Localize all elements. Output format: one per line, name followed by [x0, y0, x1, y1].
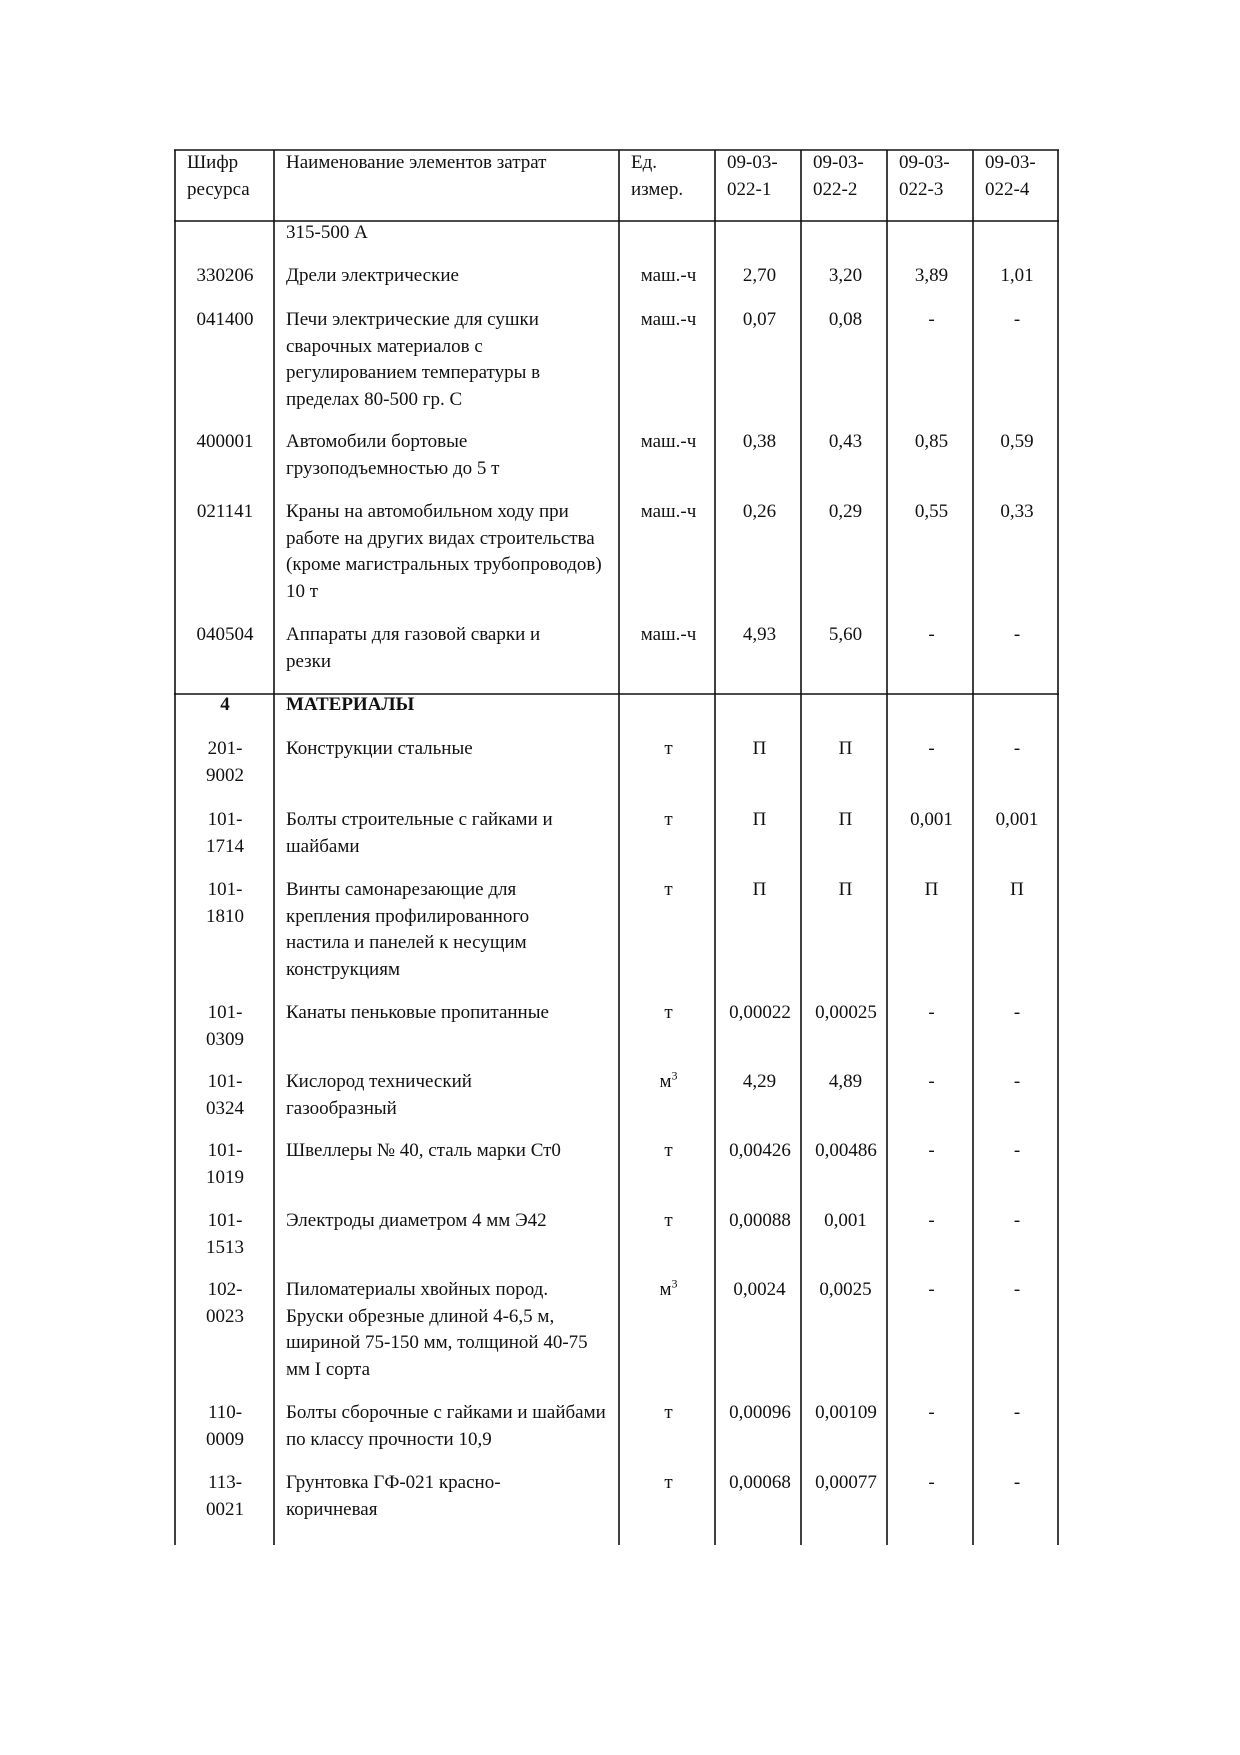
- row-value-3: -: [928, 1140, 935, 1161]
- row-value-3: -: [928, 1402, 935, 1423]
- row-name: Пиломатериалы хвойных пород. Бруски обрезные длиной 4-6,5 м, шириной 75-150 мм, толщиной 40-75 мм I сорта: [286, 1279, 588, 1380]
- row-value-3: 0,85: [914, 431, 949, 452]
- row-code: 101-0324: [206, 1071, 244, 1119]
- row-value-4: 0,33: [1000, 501, 1034, 522]
- row-value-4: -: [1013, 309, 1021, 330]
- row-value-2: 0,001: [824, 1210, 867, 1231]
- row-value-3: -: [928, 1071, 935, 1092]
- header-name: Наименование элементов затрат: [286, 152, 547, 173]
- row-code: 400001: [196, 431, 254, 452]
- row-value-2: 0,00077: [815, 1472, 877, 1493]
- row-value-1: 0,07: [742, 309, 777, 330]
- row-name: Автомобили бортовые грузоподъемностью до 5 т: [286, 431, 500, 479]
- row-unit: т: [664, 1402, 673, 1423]
- row-value-4: -: [1013, 1071, 1021, 1092]
- row-value-4: 1,01: [1000, 265, 1034, 286]
- row-value-2: 0,29: [828, 501, 863, 522]
- row-code: 330206: [196, 265, 254, 286]
- row-code: 040504: [196, 624, 254, 645]
- row-name: Кислород технический газообразный: [286, 1071, 472, 1119]
- row-value-2: 3,20: [828, 265, 863, 286]
- header-col-3: 09-03- 022-3: [899, 152, 950, 200]
- row-code: 102-0023: [206, 1279, 244, 1327]
- row-value-4: -: [1013, 1210, 1021, 1231]
- row-name: Аппараты для газовой сварки и резки: [286, 624, 541, 672]
- section-number: 4: [220, 694, 230, 715]
- row-value-1: 0,00426: [729, 1140, 791, 1161]
- row-unit: т: [664, 1002, 673, 1023]
- unit-m3: $м^3$: [659, 1068, 678, 1092]
- row-name: Болты сборочные с гайками и шайбами по классу прочности 10,9: [286, 1402, 606, 1450]
- row-value-3: П: [924, 879, 939, 900]
- row-value-1: 0,00096: [729, 1402, 791, 1423]
- row-value-3: -: [928, 1279, 935, 1300]
- row-value-4: -: [1013, 1472, 1021, 1493]
- row-value-3: 3,89: [914, 265, 949, 286]
- row-code: 101-1019: [206, 1140, 244, 1188]
- row-value-3: -: [928, 624, 935, 645]
- row-value-3: 0,55: [914, 501, 949, 522]
- row-name: Конструкции стальные: [286, 738, 473, 759]
- row-code: 101-1513: [206, 1210, 244, 1258]
- row-name: Электроды диаметром 4 мм Э42: [286, 1210, 547, 1231]
- row-unit: маш.-ч: [640, 431, 697, 452]
- row-name: Болты строительные с гайками и шайбами: [286, 809, 553, 857]
- header-col-2: 09-03- 022-2: [813, 152, 864, 200]
- row-unit: маш.-ч: [640, 265, 697, 286]
- row-value-2: 0,00109: [815, 1402, 877, 1423]
- row-unit: т: [664, 1210, 673, 1231]
- header-col-1: 09-03- 022-1: [727, 152, 778, 200]
- row-unit: т: [664, 738, 673, 759]
- row-unit: маш.-ч: [640, 309, 697, 330]
- header-col-4: 09-03- 022-4: [985, 152, 1036, 200]
- row-value-2: 0,0025: [819, 1279, 872, 1300]
- row-value-2: П: [838, 809, 853, 830]
- row-value-1: 4,29: [742, 1071, 777, 1092]
- row-value-1: 0,00068: [729, 1472, 791, 1493]
- row-code: 201-9002: [206, 738, 244, 786]
- row-value-4: -: [1013, 624, 1021, 645]
- row-value-4: П: [1010, 879, 1024, 900]
- row-code: 101-1714: [206, 809, 244, 857]
- row-value-2: 4,89: [828, 1071, 863, 1092]
- row-value-3: -: [928, 1472, 935, 1493]
- row-value-3: -: [928, 1210, 935, 1231]
- row-value-4: -: [1013, 1402, 1021, 1423]
- row-unit: [622, 1069, 715, 1096]
- row-name: Краны на автомобильном ходу при работе на других видах строительства (кроме магистральных трубопроводов) 10 т: [286, 501, 602, 602]
- row-value-4: 0,001: [995, 809, 1039, 830]
- header-code: Шифр ресурса: [187, 152, 250, 200]
- row-value-2: 0,43: [828, 431, 863, 452]
- row-unit: т: [664, 879, 673, 900]
- row-unit: маш.-ч: [640, 624, 697, 645]
- section-title: МАТЕРИАЛЫ: [286, 694, 415, 715]
- row-code: 101-1810: [206, 879, 244, 927]
- row-name: Канаты пеньковые пропитанные: [286, 1002, 549, 1023]
- row-unit: маш.-ч: [640, 501, 697, 522]
- row-value-1: 0,00022: [729, 1002, 791, 1023]
- row-value-4: -: [1013, 1002, 1021, 1023]
- row-value-1: 0,38: [742, 431, 777, 452]
- row-name: Грунтовка ГФ-021 красно-коричневая: [286, 1472, 501, 1520]
- row-code: 110-0009: [206, 1402, 244, 1450]
- row-unit: т: [664, 1472, 673, 1493]
- row-value-1: 0,00088: [729, 1210, 791, 1231]
- row-name: Печи электрические для сушки сварочных материалов с регулированием температуры в пределах 80-500 гр. С: [286, 309, 541, 410]
- row-unit: [622, 1277, 715, 1304]
- header-unit: Ед. измер.: [631, 152, 684, 200]
- row-value-2: 0,08: [828, 309, 863, 330]
- row-code: 041400: [196, 309, 254, 330]
- row-value-1: 2,70: [742, 265, 777, 286]
- row-value-1: 4,93: [742, 624, 777, 645]
- unit-m3: $м^3$: [659, 1276, 678, 1300]
- row-unit: т: [664, 1140, 673, 1161]
- row-value-4: -: [1013, 1279, 1021, 1300]
- row-code: 101-0309: [206, 1002, 244, 1050]
- row-value-1: П: [752, 879, 767, 900]
- row-value-2: 0,00486: [815, 1140, 877, 1161]
- row-value-3: -: [928, 1002, 935, 1023]
- row-value-4: 0,59: [1000, 431, 1034, 452]
- row-value-2: 5,60: [828, 624, 863, 645]
- row-value-3: -: [928, 309, 935, 330]
- row-value-2: П: [838, 738, 853, 759]
- row-unit: т: [664, 809, 673, 830]
- row-name: Винты самонарезающие для крепления профилированного настила и панелей к несущим конструкциям: [286, 879, 530, 980]
- row-name: Дрели электрические: [286, 265, 459, 286]
- row-value-3: 0,001: [910, 809, 953, 830]
- row-value-3: -: [928, 738, 935, 759]
- row-value-2: 0,00025: [815, 1002, 877, 1023]
- row-value-4: -: [1013, 738, 1021, 759]
- row-code: 113-0021: [206, 1472, 244, 1520]
- row-value-1: П: [752, 738, 767, 759]
- row-value-4: -: [1013, 1140, 1021, 1161]
- continuation-text: 315-500 А: [286, 222, 368, 243]
- row-value-1: 0,26: [742, 501, 777, 522]
- row-name: Швеллеры № 40, сталь марки Ст0: [286, 1140, 561, 1161]
- row-value-2: П: [838, 879, 853, 900]
- row-value-1: 0,0024: [733, 1279, 786, 1300]
- row-value-1: П: [752, 809, 767, 830]
- row-code: 021141: [196, 501, 254, 522]
